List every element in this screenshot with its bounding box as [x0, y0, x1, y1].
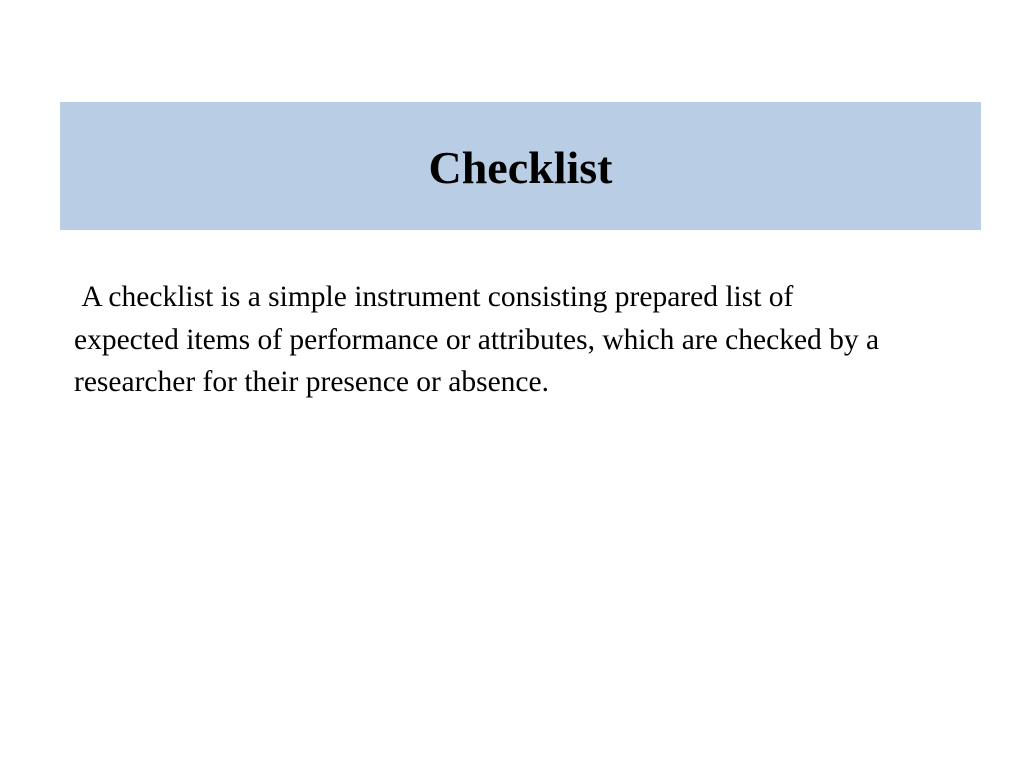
title-band	[60, 102, 981, 230]
slide-title: Checklist	[428, 142, 613, 193]
slide-body-text: A checklist is a simple instrument consisting prepared list of expected items of performance or attributes, which are checked by a researcher for their presence or absence.	[74, 281, 880, 398]
